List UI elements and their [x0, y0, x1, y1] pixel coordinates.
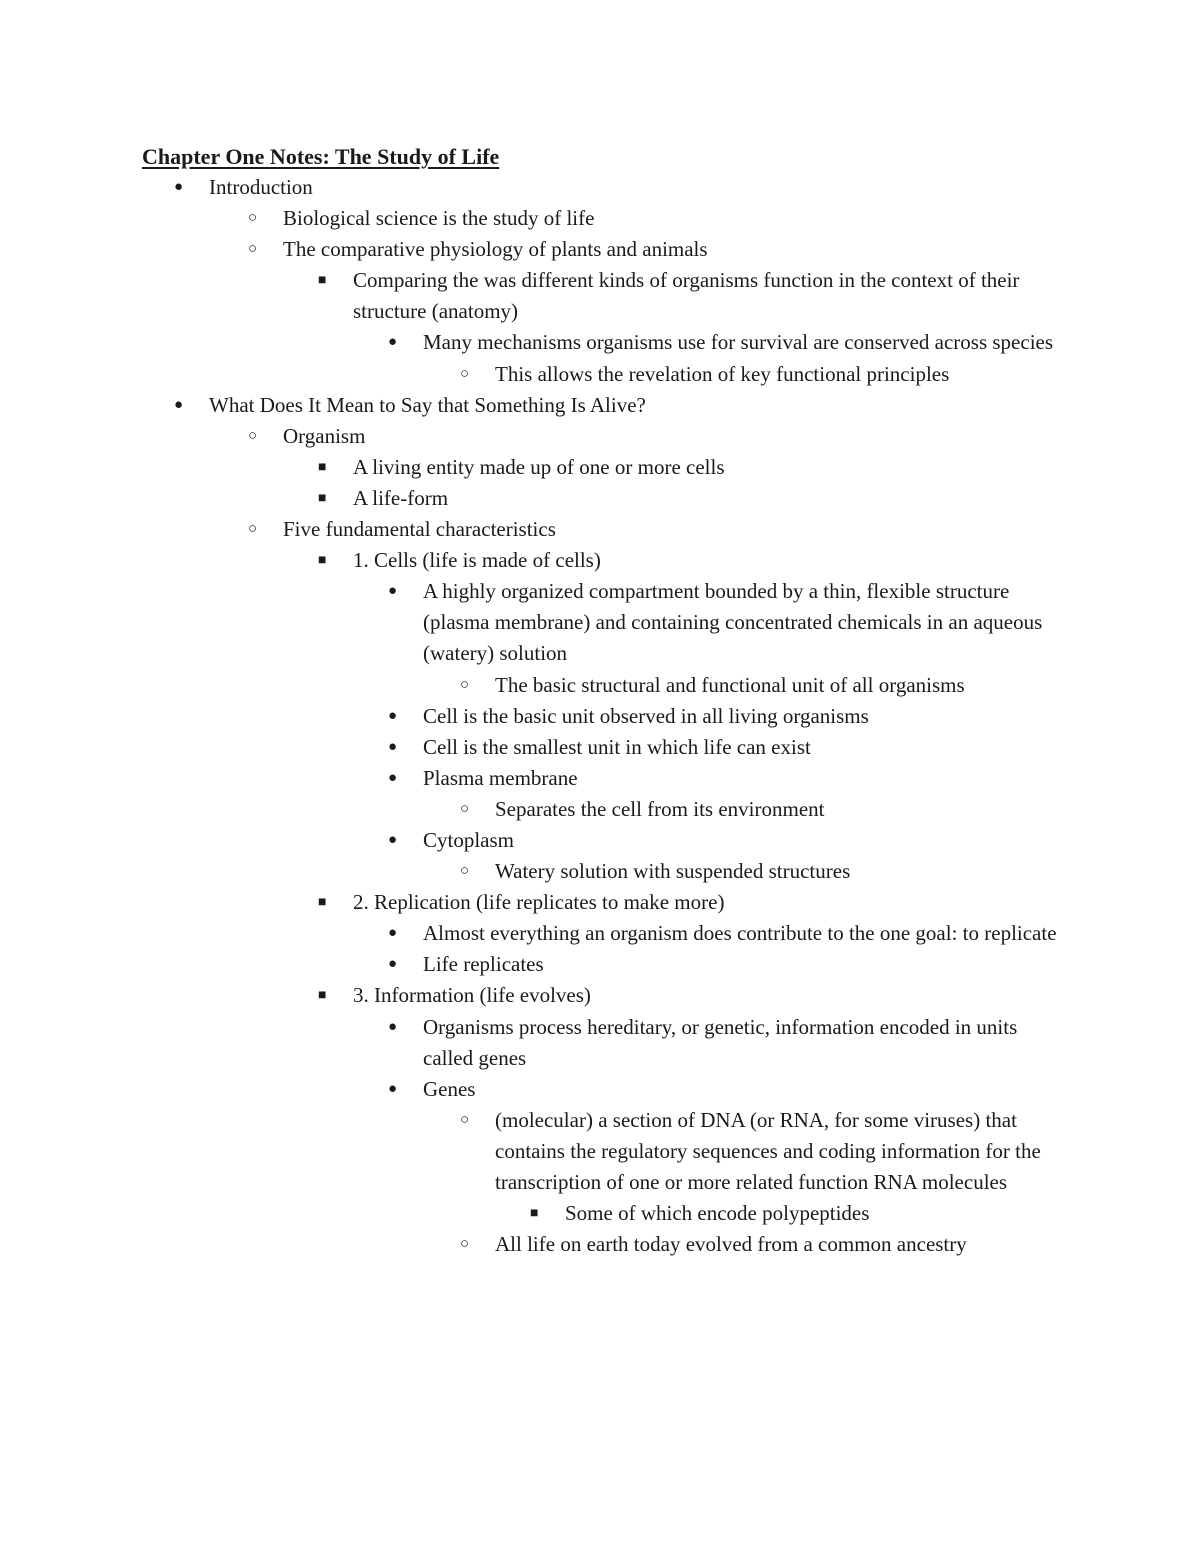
outline-item: [0, 1074, 1200, 1105]
square-bullet-icon: ■: [318, 895, 327, 911]
outline-item-text: A life-form: [353, 485, 449, 510]
outline-item-text: Many mechanisms organisms use for survival are conserved across species: [423, 330, 1054, 355]
outline-item: [0, 203, 1200, 234]
outline-item-text: Plasma membrane: [423, 765, 578, 790]
disc-bullet-icon: ●: [174, 396, 184, 413]
outline-item: [0, 763, 1200, 794]
disc-bullet-icon: ●: [388, 707, 398, 724]
outline-item: [0, 390, 1200, 421]
outline-item-text: This allows the revelation of key functional principles: [495, 361, 950, 386]
notes-outline: [0, 172, 1200, 1260]
square-bullet-icon: ■: [318, 459, 327, 475]
disc-bullet-icon: ●: [388, 956, 398, 973]
outline-item-text: What Does It Mean to Say that Something Is Alive?: [209, 392, 646, 417]
outline-item: [0, 359, 1200, 390]
circle-bullet-icon: ○: [460, 365, 470, 382]
disc-bullet-icon: ●: [174, 179, 184, 195]
outline-item: [0, 452, 1200, 483]
outline-item: [0, 421, 1200, 452]
square-bullet-icon: ■: [318, 273, 327, 289]
outline-item: [0, 514, 1200, 545]
outline-item-text: Cytoplasm: [423, 827, 515, 852]
outline-item: [0, 1229, 1200, 1260]
disc-bullet-icon: ●: [388, 831, 398, 848]
outline-item-text: Separates the cell from its environment: [495, 796, 825, 821]
outline-item: [0, 887, 1200, 918]
outline-item: [0, 701, 1200, 732]
square-bullet-icon: ■: [318, 988, 327, 1004]
circle-bullet-icon: ○: [460, 800, 470, 817]
outline-item: [0, 234, 1200, 265]
outline-item-text: Organisms process hereditary, or genetic, information encoded in units called genes: [423, 1014, 1018, 1070]
outline-item: [0, 576, 1200, 669]
circle-bullet-icon: ○: [460, 676, 470, 693]
outline-item-text: Cell is the basic unit observed in all living organisms: [423, 703, 869, 728]
document-title: Chapter One Notes: The Study of Life: [142, 144, 500, 169]
outline-item-text: 3. Information (life evolves): [353, 983, 591, 1008]
disc-bullet-icon: ●: [388, 1018, 398, 1035]
disc-bullet-icon: ●: [388, 334, 398, 351]
outline-item: [0, 856, 1200, 887]
circle-bullet-icon: ○: [460, 1111, 470, 1128]
outline-item-text: Biological science is the study of life: [283, 206, 595, 231]
square-bullet-icon: ■: [318, 490, 327, 506]
outline-item-text: Cell is the smallest unit in which life can exist: [423, 734, 811, 759]
outline-item-text: (molecular) a section of DNA (or RNA, for some viruses) that contains the regulatory sequences and coding information for the transcription of one or more related function RNA molecules: [495, 1107, 1041, 1194]
outline-item: [0, 949, 1200, 980]
outline-item-text: Five fundamental characteristics: [283, 517, 556, 542]
outline-item-text: 2. Replication (life replicates to make more): [353, 890, 725, 915]
disc-bullet-icon: ●: [388, 1080, 398, 1097]
outline-item-text: Organism: [283, 423, 366, 448]
disc-bullet-icon: ●: [388, 583, 398, 600]
outline-item: [0, 794, 1200, 825]
circle-bullet-icon: ○: [248, 427, 258, 444]
outline-item-text: Genes: [423, 1076, 476, 1101]
outline-item-text: All life on earth today evolved from a common ancestry: [495, 1232, 967, 1257]
disc-bullet-icon: ●: [388, 769, 398, 786]
circle-bullet-icon: ○: [248, 241, 258, 258]
outline-item-text: Watery solution with suspended structures: [495, 859, 851, 884]
outline-item: [0, 670, 1200, 701]
square-bullet-icon: ■: [318, 553, 327, 569]
outline-item-text: A highly organized compartment bounded by a thin, flexible structure (plasma membrane) and containing concentrated chemicals in an aqueous (watery) solution: [423, 579, 1043, 666]
circle-bullet-icon: ○: [248, 210, 258, 227]
outline-item: [0, 545, 1200, 576]
outline-item: [0, 825, 1200, 856]
outline-item: [0, 732, 1200, 763]
outline-item-text: 1. Cells (life is made of cells): [353, 548, 601, 573]
outline-item: [0, 1012, 1200, 1074]
outline-item-text: Some of which encode polypeptides: [565, 1201, 870, 1226]
outline-item-text: The comparative physiology of plants and animals: [283, 237, 708, 262]
outline-item: [0, 918, 1200, 949]
outline-item-text: Comparing the was different kinds of organisms function in the context of their structure (anatomy): [353, 268, 1020, 324]
circle-bullet-icon: ○: [248, 521, 258, 538]
outline-item: [0, 1105, 1200, 1198]
outline-item: [0, 172, 1200, 203]
circle-bullet-icon: ○: [460, 1236, 470, 1253]
square-bullet-icon: ■: [530, 1206, 539, 1222]
outline-item-text: The basic structural and functional unit of all organisms: [495, 672, 965, 697]
outline-item-text: Introduction: [209, 175, 313, 199]
disc-bullet-icon: ●: [388, 738, 398, 755]
outline-item: [0, 265, 1200, 327]
outline-item-text: Life replicates: [423, 952, 544, 977]
disc-bullet-icon: ●: [388, 925, 398, 942]
outline-item-text: Almost everything an organism does contribute to the one goal: to replicate: [423, 921, 1057, 946]
outline-item-text: A living entity made up of one or more cells: [353, 454, 725, 479]
outline-item: [0, 1198, 1200, 1229]
outline-item: [0, 327, 1200, 358]
circle-bullet-icon: ○: [460, 863, 470, 880]
outline-item: [0, 483, 1200, 514]
outline-item: [0, 980, 1200, 1011]
